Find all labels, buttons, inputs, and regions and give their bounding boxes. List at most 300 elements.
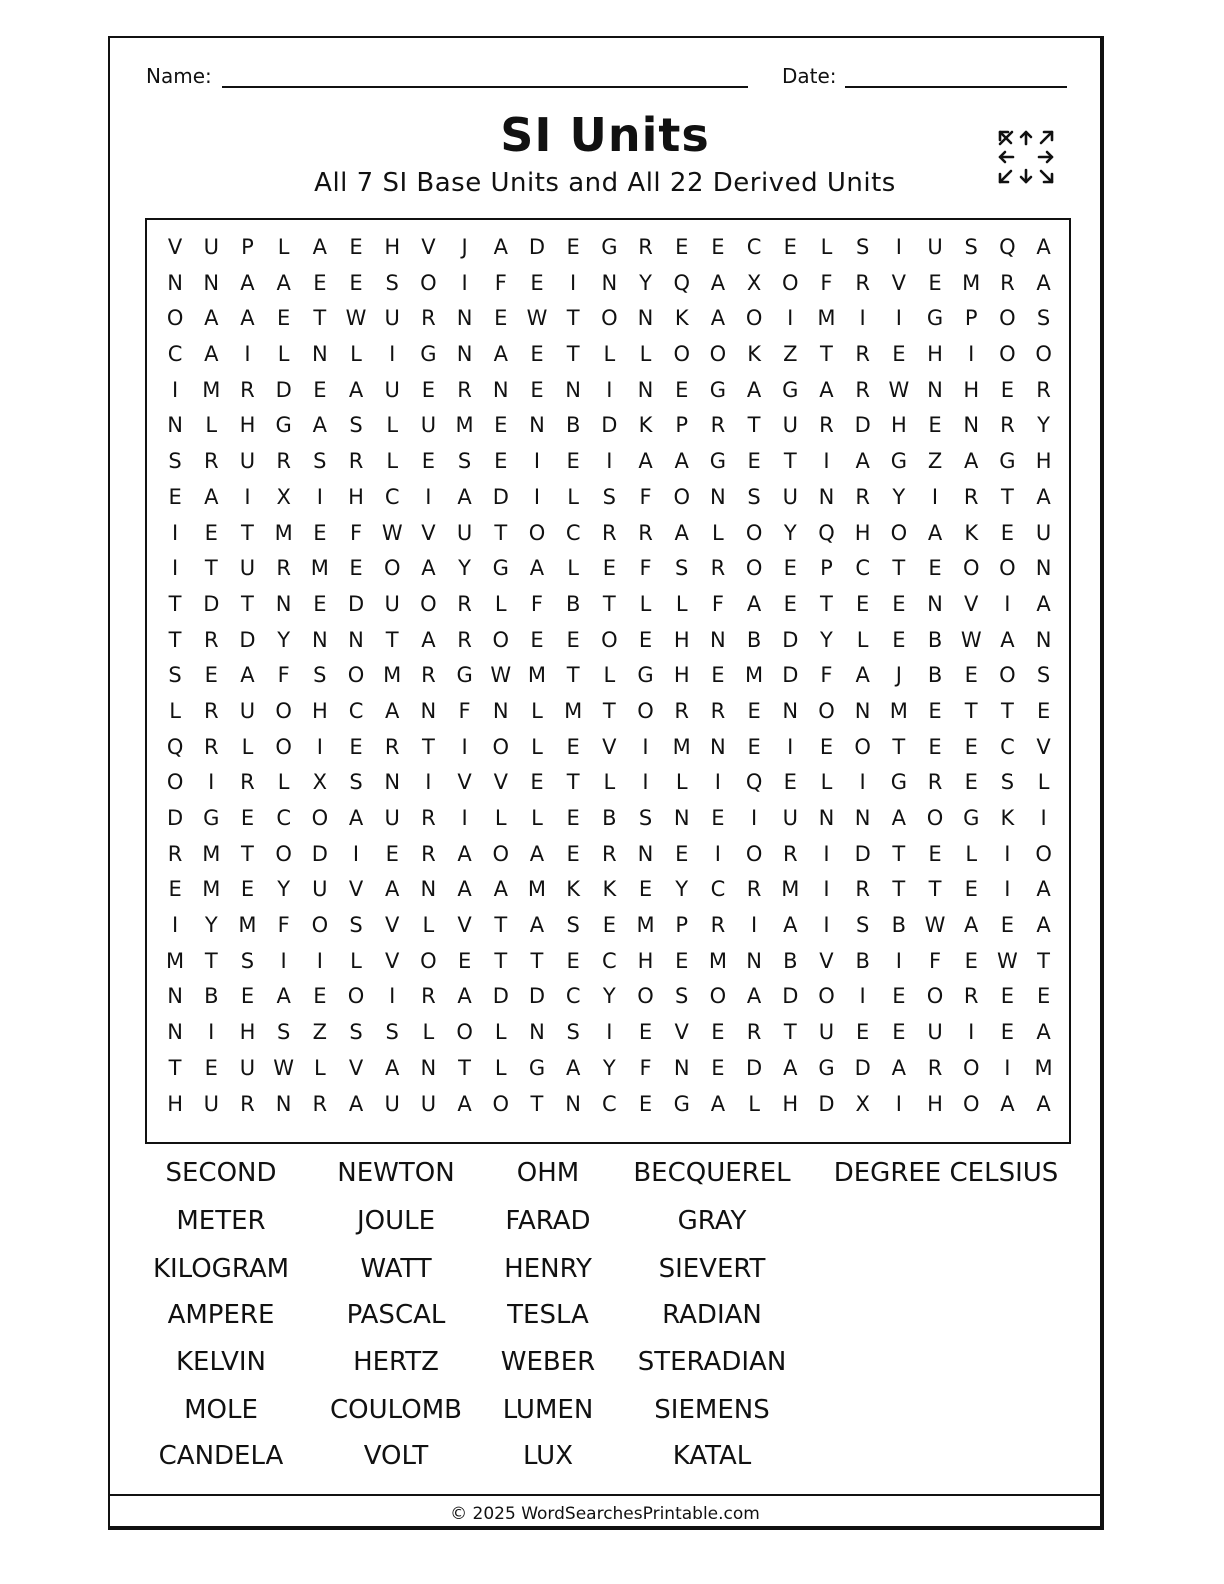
grid-cell[interactable]: R bbox=[927, 1055, 943, 1080]
grid-cell[interactable]: R bbox=[855, 484, 870, 509]
grid-cell[interactable]: S bbox=[349, 413, 363, 438]
grid-cell[interactable]: W bbox=[526, 306, 548, 331]
grid-cell[interactable]: R bbox=[240, 1091, 255, 1116]
grid-cell[interactable]: I bbox=[461, 806, 468, 830]
grid-cell[interactable]: R bbox=[638, 520, 653, 545]
grid-cell[interactable]: M bbox=[962, 270, 981, 295]
grid-cell[interactable]: L bbox=[639, 342, 652, 367]
grid-cell[interactable]: F bbox=[820, 270, 833, 295]
grid-cell[interactable]: L bbox=[277, 770, 290, 795]
grid-cell[interactable]: G bbox=[203, 806, 220, 830]
grid-cell[interactable]: U bbox=[384, 1091, 400, 1116]
grid-cell[interactable]: M bbox=[238, 913, 257, 938]
grid-cell[interactable]: R bbox=[457, 627, 472, 652]
grid-cell[interactable]: N bbox=[565, 377, 582, 402]
grid-cell[interactable]: S bbox=[566, 1020, 580, 1045]
grid-cell[interactable]: N bbox=[167, 413, 183, 438]
grid-cell[interactable]: R bbox=[710, 413, 726, 438]
grid-cell[interactable]: S bbox=[602, 484, 617, 509]
grid-cell[interactable]: E bbox=[892, 627, 906, 652]
grid-cell[interactable]: O bbox=[999, 306, 1016, 331]
grid-cell[interactable]: H bbox=[673, 627, 690, 652]
grid-cell[interactable]: R bbox=[167, 841, 183, 866]
grid-cell[interactable]: I bbox=[461, 734, 468, 759]
grid-cell[interactable]: I bbox=[208, 770, 215, 795]
grid-cell[interactable]: D bbox=[782, 984, 799, 1009]
grid-cell[interactable]: B bbox=[565, 413, 581, 438]
grid-cell[interactable]: S bbox=[675, 984, 689, 1009]
grid-cell[interactable]: D bbox=[746, 1055, 763, 1080]
grid-cell[interactable]: A bbox=[855, 449, 870, 474]
grid-cell[interactable]: B bbox=[891, 913, 907, 938]
grid-cell[interactable]: L bbox=[603, 770, 616, 795]
grid-cell[interactable]: D bbox=[528, 235, 546, 259]
grid-cell[interactable]: O bbox=[601, 306, 618, 331]
grid-cell[interactable]: K bbox=[964, 520, 979, 545]
grid-cell[interactable]: R bbox=[240, 770, 255, 795]
grid-cell[interactable]: E bbox=[928, 413, 942, 438]
grid-cell[interactable]: E bbox=[711, 663, 725, 688]
date-field[interactable] bbox=[845, 86, 1067, 88]
grid-cell[interactable]: O bbox=[962, 556, 980, 581]
grid-cell[interactable]: M bbox=[202, 877, 221, 902]
grid-cell[interactable]: C bbox=[602, 948, 617, 973]
grid-cell[interactable]: E bbox=[421, 449, 436, 474]
grid-cell[interactable]: I bbox=[208, 1020, 215, 1045]
grid-cell[interactable]: O bbox=[637, 698, 654, 723]
grid-cell[interactable]: E bbox=[530, 627, 544, 652]
grid-cell[interactable]: T bbox=[241, 591, 254, 616]
grid-cell[interactable]: T bbox=[168, 627, 182, 652]
grid-cell[interactable]: F bbox=[277, 663, 290, 688]
grid-cell[interactable]: T bbox=[820, 591, 833, 616]
grid-cell[interactable]: O bbox=[420, 270, 437, 295]
grid-cell[interactable]: S bbox=[349, 913, 363, 938]
grid-cell[interactable]: E bbox=[1000, 377, 1015, 402]
grid-cell[interactable]: M bbox=[202, 841, 221, 866]
grid-cell[interactable]: L bbox=[422, 913, 435, 938]
grid-cell[interactable]: K bbox=[747, 342, 761, 367]
grid-cell[interactable]: U bbox=[782, 806, 798, 830]
grid-cell[interactable]: B bbox=[602, 806, 617, 830]
grid-cell[interactable]: D bbox=[601, 413, 618, 438]
grid-cell[interactable]: D bbox=[311, 841, 328, 866]
grid-cell[interactable]: O bbox=[492, 627, 510, 652]
grid-cell[interactable]: D bbox=[854, 841, 871, 866]
grid-cell[interactable]: A bbox=[746, 591, 762, 616]
grid-cell[interactable]: T bbox=[1037, 948, 1050, 973]
grid-cell[interactable]: I bbox=[895, 235, 902, 259]
grid-cell[interactable]: L bbox=[531, 698, 543, 723]
grid-cell[interactable]: T bbox=[928, 877, 942, 902]
grid-cell[interactable]: I bbox=[823, 449, 830, 474]
grid-cell[interactable]: O bbox=[275, 734, 292, 759]
grid-cell[interactable]: R bbox=[927, 770, 943, 795]
grid-cell[interactable]: G bbox=[637, 663, 654, 688]
grid-cell[interactable]: T bbox=[204, 556, 218, 581]
grid-cell[interactable]: O bbox=[745, 841, 763, 866]
grid-cell[interactable]: E bbox=[313, 984, 327, 1009]
grid-cell[interactable]: N bbox=[673, 1055, 690, 1080]
grid-cell[interactable]: U bbox=[782, 413, 798, 438]
grid-cell[interactable]: N bbox=[854, 806, 871, 830]
grid-cell[interactable]: I bbox=[316, 948, 323, 973]
grid-cell[interactable]: A bbox=[276, 270, 291, 295]
grid-cell[interactable]: E bbox=[892, 984, 906, 1009]
grid-cell[interactable]: A bbox=[421, 627, 436, 652]
grid-cell[interactable]: Q bbox=[745, 770, 763, 795]
grid-cell[interactable]: L bbox=[675, 591, 688, 616]
grid-cell[interactable]: K bbox=[638, 413, 653, 438]
grid-cell[interactable]: A bbox=[1036, 1091, 1051, 1116]
grid-cell[interactable]: O bbox=[745, 520, 763, 545]
grid-cell[interactable]: N bbox=[311, 627, 328, 652]
grid-cell[interactable]: S bbox=[240, 948, 255, 973]
grid-cell[interactable]: U bbox=[456, 520, 473, 545]
grid-cell[interactable]: S bbox=[276, 1020, 291, 1045]
grid-cell[interactable]: T bbox=[168, 1055, 182, 1080]
grid-cell[interactable]: U bbox=[384, 377, 400, 402]
grid-cell[interactable]: M bbox=[636, 913, 655, 938]
grid-cell[interactable]: A bbox=[276, 984, 291, 1009]
grid-cell[interactable]: V bbox=[421, 235, 436, 259]
grid-cell[interactable]: O bbox=[420, 948, 437, 973]
grid-cell[interactable]: O bbox=[999, 342, 1016, 367]
grid-cell[interactable]: N bbox=[746, 948, 762, 973]
grid-cell[interactable]: R bbox=[710, 556, 726, 581]
grid-cell[interactable]: S bbox=[1000, 770, 1015, 795]
grid-cell[interactable]: M bbox=[745, 663, 764, 688]
grid-cell[interactable]: T bbox=[1000, 484, 1014, 509]
grid-cell[interactable]: R bbox=[746, 1020, 762, 1045]
grid-cell[interactable]: Y bbox=[458, 556, 471, 581]
grid-cell[interactable]: A bbox=[240, 306, 255, 331]
grid-cell[interactable]: F bbox=[494, 270, 507, 295]
grid-cell[interactable]: C bbox=[276, 806, 291, 830]
grid-cell[interactable]: A bbox=[457, 877, 472, 902]
grid-cell[interactable]: E bbox=[530, 377, 544, 402]
grid-cell[interactable]: M bbox=[564, 698, 583, 723]
grid-cell[interactable]: R bbox=[1000, 413, 1015, 438]
grid-cell[interactable]: N bbox=[167, 1020, 183, 1045]
grid-cell[interactable]: I bbox=[171, 377, 179, 402]
grid-cell[interactable]: E bbox=[675, 948, 689, 973]
grid-cell[interactable]: R bbox=[457, 591, 472, 616]
grid-cell[interactable]: T bbox=[313, 306, 327, 331]
grid-cell[interactable]: M bbox=[383, 663, 402, 688]
grid-cell[interactable]: O bbox=[926, 806, 944, 830]
grid-cell[interactable]: D bbox=[239, 627, 256, 652]
grid-cell[interactable]: A bbox=[385, 698, 400, 723]
grid-cell[interactable]: J bbox=[895, 663, 902, 688]
grid-cell[interactable]: I bbox=[895, 306, 902, 331]
grid-cell[interactable]: L bbox=[422, 1020, 435, 1045]
grid-cell[interactable]: R bbox=[457, 377, 472, 402]
grid-cell[interactable]: E bbox=[530, 270, 544, 295]
grid-cell[interactable]: E bbox=[566, 806, 580, 830]
grid-cell[interactable]: L bbox=[965, 841, 978, 866]
grid-cell[interactable]: S bbox=[168, 449, 182, 474]
grid-cell[interactable]: A bbox=[240, 663, 255, 688]
grid-cell[interactable]: O bbox=[926, 984, 944, 1009]
grid-cell[interactable]: P bbox=[820, 556, 833, 581]
grid-cell[interactable]: W bbox=[924, 913, 946, 938]
grid-cell[interactable]: B bbox=[746, 627, 762, 652]
grid-cell[interactable]: R bbox=[855, 877, 870, 902]
grid-cell[interactable]: N bbox=[673, 806, 690, 830]
grid-cell[interactable]: A bbox=[204, 342, 219, 367]
grid-cell[interactable]: O bbox=[1035, 841, 1052, 866]
grid-cell[interactable]: I bbox=[316, 484, 323, 509]
grid-cell[interactable]: X bbox=[312, 770, 328, 795]
grid-cell[interactable]: Y bbox=[820, 627, 833, 652]
grid-cell[interactable]: O bbox=[890, 520, 908, 545]
grid-cell[interactable]: E bbox=[783, 556, 797, 581]
grid-cell[interactable]: E bbox=[566, 449, 580, 474]
grid-cell[interactable]: I bbox=[714, 841, 721, 866]
grid-cell[interactable]: T bbox=[566, 342, 580, 367]
grid-cell[interactable]: O bbox=[745, 556, 763, 581]
grid-cell[interactable]: A bbox=[746, 984, 762, 1009]
grid-cell[interactable]: A bbox=[565, 1055, 581, 1080]
grid-cell[interactable]: E bbox=[494, 413, 508, 438]
grid-cell[interactable]: E bbox=[349, 235, 363, 259]
grid-cell[interactable]: A bbox=[710, 306, 726, 331]
grid-cell[interactable]: O bbox=[383, 556, 401, 581]
grid-cell[interactable]: D bbox=[854, 1055, 871, 1080]
grid-cell[interactable]: E bbox=[494, 306, 508, 331]
grid-cell[interactable]: K bbox=[674, 306, 689, 331]
grid-cell[interactable]: A bbox=[421, 556, 436, 581]
grid-cell[interactable]: G bbox=[492, 556, 509, 581]
grid-cell[interactable]: N bbox=[529, 1020, 545, 1045]
grid-cell[interactable]: E bbox=[1036, 698, 1051, 723]
grid-cell[interactable]: E bbox=[928, 841, 942, 866]
grid-cell[interactable]: V bbox=[602, 734, 617, 759]
grid-cell[interactable]: E bbox=[385, 841, 399, 866]
grid-cell[interactable]: N bbox=[420, 1055, 437, 1080]
grid-cell[interactable]: E bbox=[638, 1091, 653, 1116]
grid-cell[interactable]: N bbox=[637, 377, 654, 402]
grid-cell[interactable]: T bbox=[892, 841, 906, 866]
grid-cell[interactable]: E bbox=[711, 1055, 725, 1080]
grid-cell[interactable]: T bbox=[1000, 698, 1014, 723]
grid-cell[interactable]: S bbox=[566, 913, 580, 938]
grid-cell[interactable]: R bbox=[602, 520, 617, 545]
grid-cell[interactable]: G bbox=[818, 1055, 835, 1080]
grid-cell[interactable]: N bbox=[1035, 627, 1052, 652]
grid-cell[interactable]: H bbox=[673, 663, 690, 688]
grid-cell[interactable]: I bbox=[931, 484, 939, 509]
grid-cell[interactable]: M bbox=[1034, 1055, 1053, 1080]
grid-cell[interactable]: E bbox=[783, 770, 797, 795]
grid-cell[interactable]: G bbox=[709, 449, 727, 474]
grid-cell[interactable]: F bbox=[530, 591, 544, 616]
grid-cell[interactable]: C bbox=[710, 877, 726, 902]
grid-cell[interactable]: L bbox=[531, 806, 543, 830]
grid-cell[interactable]: M bbox=[527, 663, 547, 688]
grid-cell[interactable]: V bbox=[348, 1055, 364, 1080]
grid-cell[interactable]: M bbox=[455, 413, 474, 438]
grid-cell[interactable]: U bbox=[420, 413, 437, 438]
grid-cell[interactable]: M bbox=[889, 698, 908, 723]
grid-cell[interactable]: T bbox=[892, 556, 906, 581]
grid-cell[interactable]: P bbox=[241, 235, 254, 259]
grid-cell[interactable]: E bbox=[892, 591, 906, 616]
grid-cell[interactable]: E bbox=[675, 377, 689, 402]
grid-cell[interactable]: A bbox=[1036, 591, 1051, 616]
grid-cell[interactable]: T bbox=[566, 770, 580, 795]
grid-cell[interactable]: E bbox=[819, 734, 834, 759]
grid-cell[interactable]: V bbox=[385, 948, 400, 973]
grid-cell[interactable]: N bbox=[456, 342, 473, 367]
grid-cell[interactable]: H bbox=[239, 1020, 256, 1045]
grid-cell[interactable]: A bbox=[855, 663, 870, 688]
grid-cell[interactable]: G bbox=[890, 770, 907, 795]
grid-cell[interactable]: E bbox=[349, 556, 363, 581]
grid-cell[interactable]: F bbox=[928, 948, 942, 973]
grid-cell[interactable]: G bbox=[926, 306, 944, 331]
grid-cell[interactable]: O bbox=[962, 1091, 980, 1116]
grid-cell[interactable]: A bbox=[1036, 877, 1051, 902]
grid-cell[interactable]: C bbox=[384, 484, 400, 509]
grid-cell[interactable]: E bbox=[1000, 520, 1015, 545]
grid-cell[interactable]: T bbox=[530, 948, 544, 973]
grid-cell[interactable]: L bbox=[386, 413, 399, 438]
grid-cell[interactable]: A bbox=[964, 913, 979, 938]
grid-cell[interactable]: U bbox=[239, 449, 256, 474]
grid-cell[interactable]: L bbox=[856, 627, 869, 652]
grid-cell[interactable]: M bbox=[817, 306, 836, 331]
grid-cell[interactable]: E bbox=[602, 556, 616, 581]
grid-cell[interactable]: X bbox=[746, 270, 762, 295]
grid-cell[interactable]: N bbox=[420, 877, 437, 902]
grid-cell[interactable]: R bbox=[276, 556, 291, 581]
grid-cell[interactable]: E bbox=[928, 556, 942, 581]
grid-cell[interactable]: G bbox=[456, 663, 473, 688]
grid-cell[interactable]: V bbox=[1036, 734, 1051, 759]
grid-cell[interactable]: M bbox=[166, 948, 185, 973]
grid-cell[interactable]: L bbox=[567, 484, 579, 509]
grid-cell[interactable]: A bbox=[1036, 913, 1051, 938]
grid-cell[interactable]: L bbox=[277, 235, 290, 259]
grid-cell[interactable]: G bbox=[528, 1055, 546, 1080]
grid-cell[interactable]: H bbox=[927, 342, 943, 367]
grid-cell[interactable]: F bbox=[639, 1055, 652, 1080]
grid-cell[interactable]: E bbox=[856, 1020, 870, 1045]
grid-cell[interactable]: O bbox=[347, 663, 365, 688]
grid-cell[interactable]: O bbox=[854, 734, 871, 759]
grid-cell[interactable]: S bbox=[385, 270, 399, 295]
grid-cell[interactable]: I bbox=[642, 734, 649, 759]
grid-cell[interactable]: K bbox=[566, 877, 581, 902]
grid-cell[interactable]: V bbox=[421, 520, 436, 545]
grid-cell[interactable]: G bbox=[601, 235, 618, 259]
grid-cell[interactable]: H bbox=[1035, 449, 1052, 474]
grid-cell[interactable]: O bbox=[166, 770, 184, 795]
grid-cell[interactable]: W bbox=[490, 663, 512, 688]
grid-cell[interactable]: O bbox=[673, 342, 690, 367]
grid-cell[interactable]: U bbox=[239, 1055, 256, 1080]
grid-cell[interactable]: Z bbox=[927, 449, 943, 474]
grid-cell[interactable]: R bbox=[963, 984, 979, 1009]
grid-cell[interactable]: W bbox=[345, 306, 367, 331]
grid-cell[interactable]: L bbox=[820, 770, 833, 795]
grid-cell[interactable]: T bbox=[494, 913, 508, 938]
grid-cell[interactable]: O bbox=[420, 591, 437, 616]
grid-cell[interactable]: Z bbox=[312, 1020, 328, 1045]
grid-cell[interactable]: Y bbox=[675, 877, 689, 902]
grid-cell[interactable]: I bbox=[968, 1020, 975, 1045]
grid-cell[interactable]: E bbox=[747, 449, 761, 474]
grid-cell[interactable]: E bbox=[566, 627, 580, 652]
grid-cell[interactable]: G bbox=[420, 342, 437, 367]
grid-cell[interactable]: A bbox=[1036, 270, 1051, 295]
grid-cell[interactable]: E bbox=[638, 627, 653, 652]
grid-cell[interactable]: N bbox=[456, 306, 473, 331]
grid-cell[interactable]: D bbox=[854, 413, 871, 438]
grid-cell[interactable]: A bbox=[204, 306, 219, 331]
grid-cell[interactable]: N bbox=[963, 413, 980, 438]
grid-cell[interactable]: S bbox=[964, 235, 978, 259]
grid-cell[interactable]: N bbox=[311, 342, 328, 367]
grid-cell[interactable]: N bbox=[275, 591, 292, 616]
grid-cell[interactable]: R bbox=[963, 484, 979, 509]
grid-cell[interactable]: R bbox=[421, 841, 436, 866]
grid-cell[interactable]: E bbox=[1036, 984, 1051, 1009]
grid-cell[interactable]: L bbox=[603, 663, 616, 688]
grid-cell[interactable]: T bbox=[566, 306, 580, 331]
grid-cell[interactable]: G bbox=[275, 413, 292, 438]
grid-cell[interactable]: N bbox=[601, 270, 618, 295]
grid-cell[interactable]: L bbox=[567, 556, 579, 581]
grid-cell[interactable]: K bbox=[602, 877, 617, 902]
grid-cell[interactable]: L bbox=[494, 1020, 507, 1045]
grid-cell[interactable]: U bbox=[818, 1020, 835, 1045]
grid-cell[interactable]: O bbox=[673, 484, 690, 509]
grid-cell[interactable]: M bbox=[310, 556, 329, 581]
grid-cell[interactable]: L bbox=[241, 734, 254, 759]
grid-cell[interactable]: I bbox=[823, 841, 830, 866]
grid-cell[interactable]: G bbox=[709, 377, 727, 402]
grid-cell[interactable]: N bbox=[167, 270, 183, 295]
grid-cell[interactable]: A bbox=[312, 235, 328, 259]
grid-cell[interactable]: L bbox=[313, 1055, 326, 1080]
grid-cell[interactable]: T bbox=[783, 449, 797, 474]
grid-cell[interactable]: A bbox=[927, 520, 943, 545]
grid-cell[interactable]: E bbox=[566, 948, 580, 973]
grid-cell[interactable]: A bbox=[457, 1091, 472, 1116]
grid-cell[interactable]: S bbox=[313, 663, 327, 688]
grid-cell[interactable]: L bbox=[494, 806, 507, 830]
grid-cell[interactable]: E bbox=[566, 734, 580, 759]
grid-cell[interactable]: R bbox=[203, 627, 219, 652]
grid-cell[interactable]: M bbox=[202, 377, 221, 402]
grid-cell[interactable]: N bbox=[275, 1091, 292, 1116]
grid-cell[interactable]: A bbox=[638, 449, 653, 474]
grid-cell[interactable]: V bbox=[167, 235, 183, 259]
grid-cell[interactable]: S bbox=[638, 806, 653, 830]
grid-cell[interactable]: O bbox=[962, 1055, 980, 1080]
grid-cell[interactable]: E bbox=[313, 591, 327, 616]
grid-cell[interactable]: I bbox=[968, 342, 975, 367]
letter-grid[interactable] bbox=[157, 230, 1062, 1122]
grid-cell[interactable]: R bbox=[312, 1091, 328, 1116]
grid-cell[interactable]: V bbox=[457, 770, 472, 795]
grid-cell[interactable]: E bbox=[313, 377, 327, 402]
grid-cell[interactable]: M bbox=[708, 948, 727, 973]
grid-cell[interactable]: O bbox=[999, 663, 1016, 688]
